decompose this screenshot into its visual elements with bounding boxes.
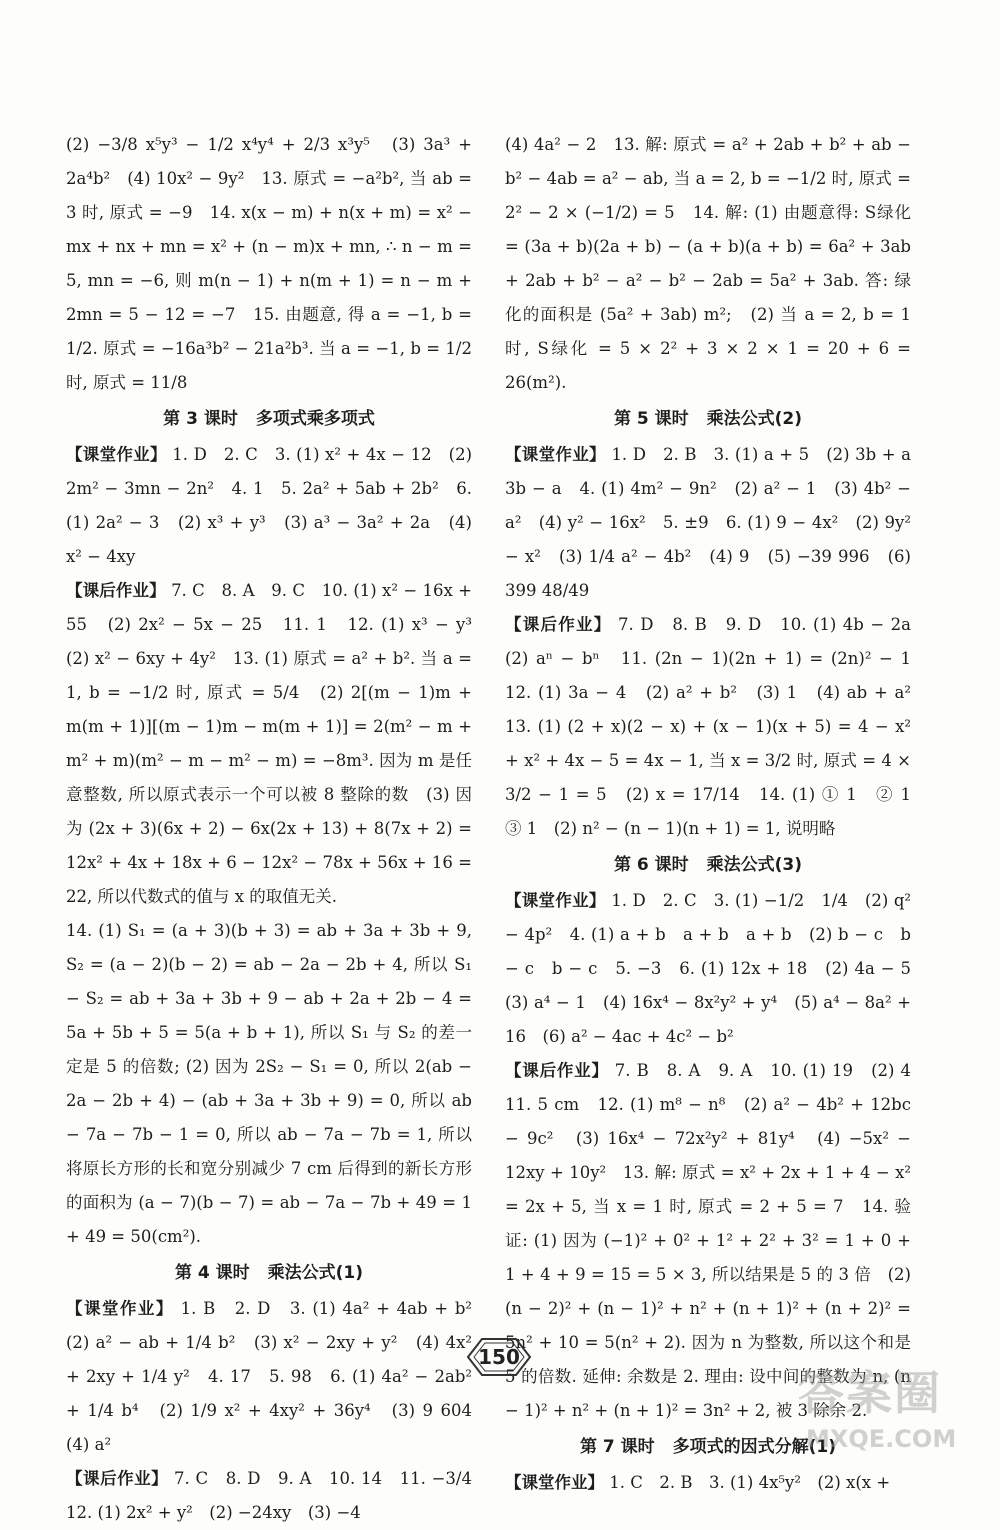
class-work-answers: 1. D 2. B 3. (1) a + 5 (2) 3b + a 3b − a 4. (1) 4m² − 9n² (2) a² − 1 (3) 4b² − a² (4) y² − 16x² 5. ±9 6. (1) 9 − 4x² (2) 9y² − x² (3) 1/4 a² − 4b² (4) 9 (5) −39 996 (6) 399 48/49: [505, 445, 928, 600]
section-5-heading: [505, 402, 911, 436]
section-4-after-work: [66, 1462, 489, 1530]
page-number-text: 150: [478, 1345, 520, 1369]
after-work-answers: 7. C 8. A 9. C 10. (1) x² − 16x + 55 (2) 2x² − 5x − 25 11. 1 12. (1) x³ − y³ (2) x² − 6xy + 4y² 13. (1) 原式 = a² + b². 当 a = 1, b = −1/2 时, 原式 = 5/4 (2) 2[(m − 1)m + m(m + 1)][(m − 1)m − m(m + 1)] = 2(m² − m + m² + m)(m² − m − m² − m) = −8m³. 因为 m 是任意整数, 所以原式表示一个可以被 8 整除的数 (3) 因为 (2x + 3)(6x + 2) − 6x(2x + 13) + 8(7x + 2) = 12x² + 4x + 18x + 6 − 12x² − 78x + 56x + 16 = 22, 所以代数式的值与 x 的取值无关.: [66, 581, 489, 906]
section-6-subtitle: 乘法公式(3): [706, 855, 803, 875]
section-7-class-work: [505, 1466, 911, 1500]
section-3-heading: [66, 402, 472, 436]
after-work-tag: 【课后作业】: [505, 1061, 609, 1080]
after-work-tag: 【课后作业】: [505, 615, 612, 634]
class-work-tag: 【课堂作业】: [66, 1299, 174, 1318]
watermark-logo: 答案圈: [798, 1366, 942, 1420]
class-work-answers: 1. B 2. D 3. (1) 4a² + 4ab + b² (2) a² − ab + 1/4 b² (3) x² − 2xy + y² (4) 4x² + 2xy + 1/4 y² 4. 17 5. 98 6. (1) 4a² − 2ab² + 1/4 b⁴ (2) 1/9 x² + 4xy² + 36y⁴ (3) 9 604 (4) a²: [66, 1299, 489, 1454]
section-4-heading: [66, 1256, 472, 1290]
left-block-1: (2) −3/8 x⁵y³ − 1/2 x⁴y⁴ + 2/3 x³y⁵ (3) 3a³ + 2a⁴b² (4) 10x² − 9y² 13. 原式 = −a²b², 当 ab = 3 时, 原式 = −9 14. x(x − m) + n(x + m) = x² − mx + nx + mn = x² + (n − m)x + mn, ∴ n − m = 5, mn = −6, 则 m(n − 1) + n(m + 1) = n − m + 2mn = 5 − 12 = −7 15. 由题意, 得 a = −1, b = 1/2. 原式 = −16a³b² − 21a²b³. 当 a = −1, b = 1/2 时, 原式 = 11/8: [66, 135, 472, 392]
section-7-subtitle: 多项式的因式分解(1): [672, 1437, 837, 1457]
watermark: [792, 1351, 972, 1461]
section-4-title: 第 4 课时: [174, 1263, 250, 1283]
section-5-class-work: [505, 438, 928, 608]
right-column: [505, 128, 928, 1500]
left-column: [66, 128, 489, 1530]
after-work-answers: 7. B 8. A 9. A 10. (1) 19 (2) 4 11. 5 cm 12. (1) m⁸ − n⁸ (2) a² − 4b² + 12bc − 9c² (3) 16x⁴ − 72x²y² + 81y⁴ (4) −5x² − 12xy + 10y² 13. 解: 原式 = x² + 2x + 1 + 4 − x² = 2x + 5, 当 x = 1 时, 原式 = 2 + 5 = 7 14. 验证: (1) 因为 (−1)² + 0² + 1² + 2² + 3² = 1 + 0 + 1 + 4 + 9 = 15 = 5 × 3, 所以结果是 5 的 3 倍 (2) (n − 2)² + (n − 1)² + n² + (n + 1)² + (n + 2)² = 5n² + 10 = 5(n² + 2). 因为 n 为整数, 所以这个和是 5 的倍数. 延伸: 余数是 2. 理由: 设中间的整数为 n, (n − 1)² + n² + (n + 1)² = 3n² + 2, 被 3 除余 2.: [505, 1061, 928, 1420]
section-3-class-work: [66, 438, 472, 574]
class-work-answers: 1. C 2. B 3. (1) 4x⁵y² (2) x(x +: [609, 1473, 891, 1492]
after-work-answers: 7. C 8. D 9. A 10. 14 11. −3/4 12. (1) 2x² + y² (2) −24xy (3) −4: [66, 1469, 489, 1522]
section-3-subtitle: 多项式乘多项式: [255, 409, 375, 429]
section-4-subtitle: 乘法公式(1): [267, 1263, 364, 1283]
section-5-title: 第 5 课时: [613, 409, 689, 429]
section-3-after-work: [66, 574, 489, 914]
section-4-class-work: [66, 1292, 489, 1462]
section-6-heading: [505, 848, 911, 882]
after-work-tag: 【课后作业】: [66, 1469, 169, 1488]
section-3-question-14: 14. (1) S₁ = (a + 3)(b + 3) = ab + 3a + 3b + 9, S₂ = (a − 2)(b − 2) = ab − 2a − 2b + 4, 所以 S₁ − S₂ = ab + 3a + 3b + 9 − ab + 2a + 2b − 4 = 5a + 5b + 5 = 5(a + b + 1), 所以 S₁ 与 S₂ 的差一定是 5 的倍数; (2) 因为 2S₂ − S₁ = 0, 所以 2(ab − 2a − 2b + 4) − (ab + 3a + 3b + 9) = 0, 所以 ab − 7a − 7b − 1 = 0, 所以 ab − 7a − 7b = 1, 所以将原长方形的长和宽分别减少 7 cm 后得到的新长方形的面积为 (a − 7)(b − 7) = ab − 7a − 7b + 49 = 1 + 49 = 50(cm²).: [66, 921, 472, 1246]
after-work-answers: 7. D 8. B 9. D 10. (1) 4b − 2a (2) aⁿ − bⁿ 11. (2n − 1)(2n + 1) = (2n)² − 1 12. (1) 3a − 4 (2) a² + b² (3) 1 (4) ab + a² 13. (1) (2 + x)(2 − x) + (x − 1)(x + 5) = 4 − x² + x² + 4x − 5 = 4x − 1, 当 x = 3/2 时, 原式 = 4 × 3/2 − 1 = 5 (2) x = 17/14 14. (1) ① 1 ② 1 ③ 1 (2) n² − (n − 1)(n + 1) = 1, 说明略: [505, 615, 928, 838]
class-work-tag: 【课堂作业】: [505, 445, 606, 464]
class-work-tag: 【课堂作业】: [505, 891, 606, 910]
section-3-title: 第 3 课时: [163, 409, 238, 429]
page-number: [464, 1335, 534, 1379]
watermark-url: MXQE.COM: [806, 1425, 957, 1453]
class-work-tag: 【课堂作业】: [505, 1473, 604, 1492]
class-work-answers: 1. D 2. C 3. (1) −1/2 1/4 (2) q² − 4p² 4. (1) a + b a + b a + b (2) b − c b − c b − c 5. −3 6. (1) 12x + 18 (2) 4a − 5 (3) a⁴ − 1 (4) 16x⁴ − 8x²y² + y⁴ (5) a⁴ − 8a² + 16 (6) a² − 4ac + 4c² − b²: [505, 891, 928, 1046]
class-work-answers: 1. D 2. C 3. (1) x² + 4x − 12 (2) 2m² − 3mn − 2n² 4. 1 5. 2a² + 5ab + 2b² 6. (1) 2a² − 3 (2) x³ + y³ (3) a³ − 3a² + 2a (4) x² − 4xy: [66, 445, 473, 566]
section-5-after-work: [505, 608, 928, 846]
section-5-subtitle: 乘法公式(2): [706, 409, 803, 429]
class-work-tag: 【课堂作业】: [66, 445, 167, 464]
right-block-1: (4) 4a² − 2 13. 解: 原式 = a² + 2ab + b² + ab − b² − 4ab = a² − ab, 当 a = 2, b = −1/2 时, 原式 = 2² − 2 × (−1/2) = 5 14. 解: (1) 由题意得: S绿化 = (3a + b)(2a + b) − (a + b)(a + b) = 6a² + 3ab + 2ab + b² − a² − b² − 2ab = 5a² + 3ab. 答: 绿化的面积是 (5a² + 3ab) m²; (2) 当 a = 2, b = 1 时, S绿化 = 5 × 2² + 3 × 2 × 1 = 20 + 6 = 26(m²).: [505, 135, 911, 392]
after-work-tag: 【课后作业】: [66, 581, 166, 600]
section-6-title: 第 6 课时: [613, 855, 689, 875]
section-7-title: 第 7 课时: [579, 1437, 655, 1457]
section-6-class-work: [505, 884, 928, 1054]
